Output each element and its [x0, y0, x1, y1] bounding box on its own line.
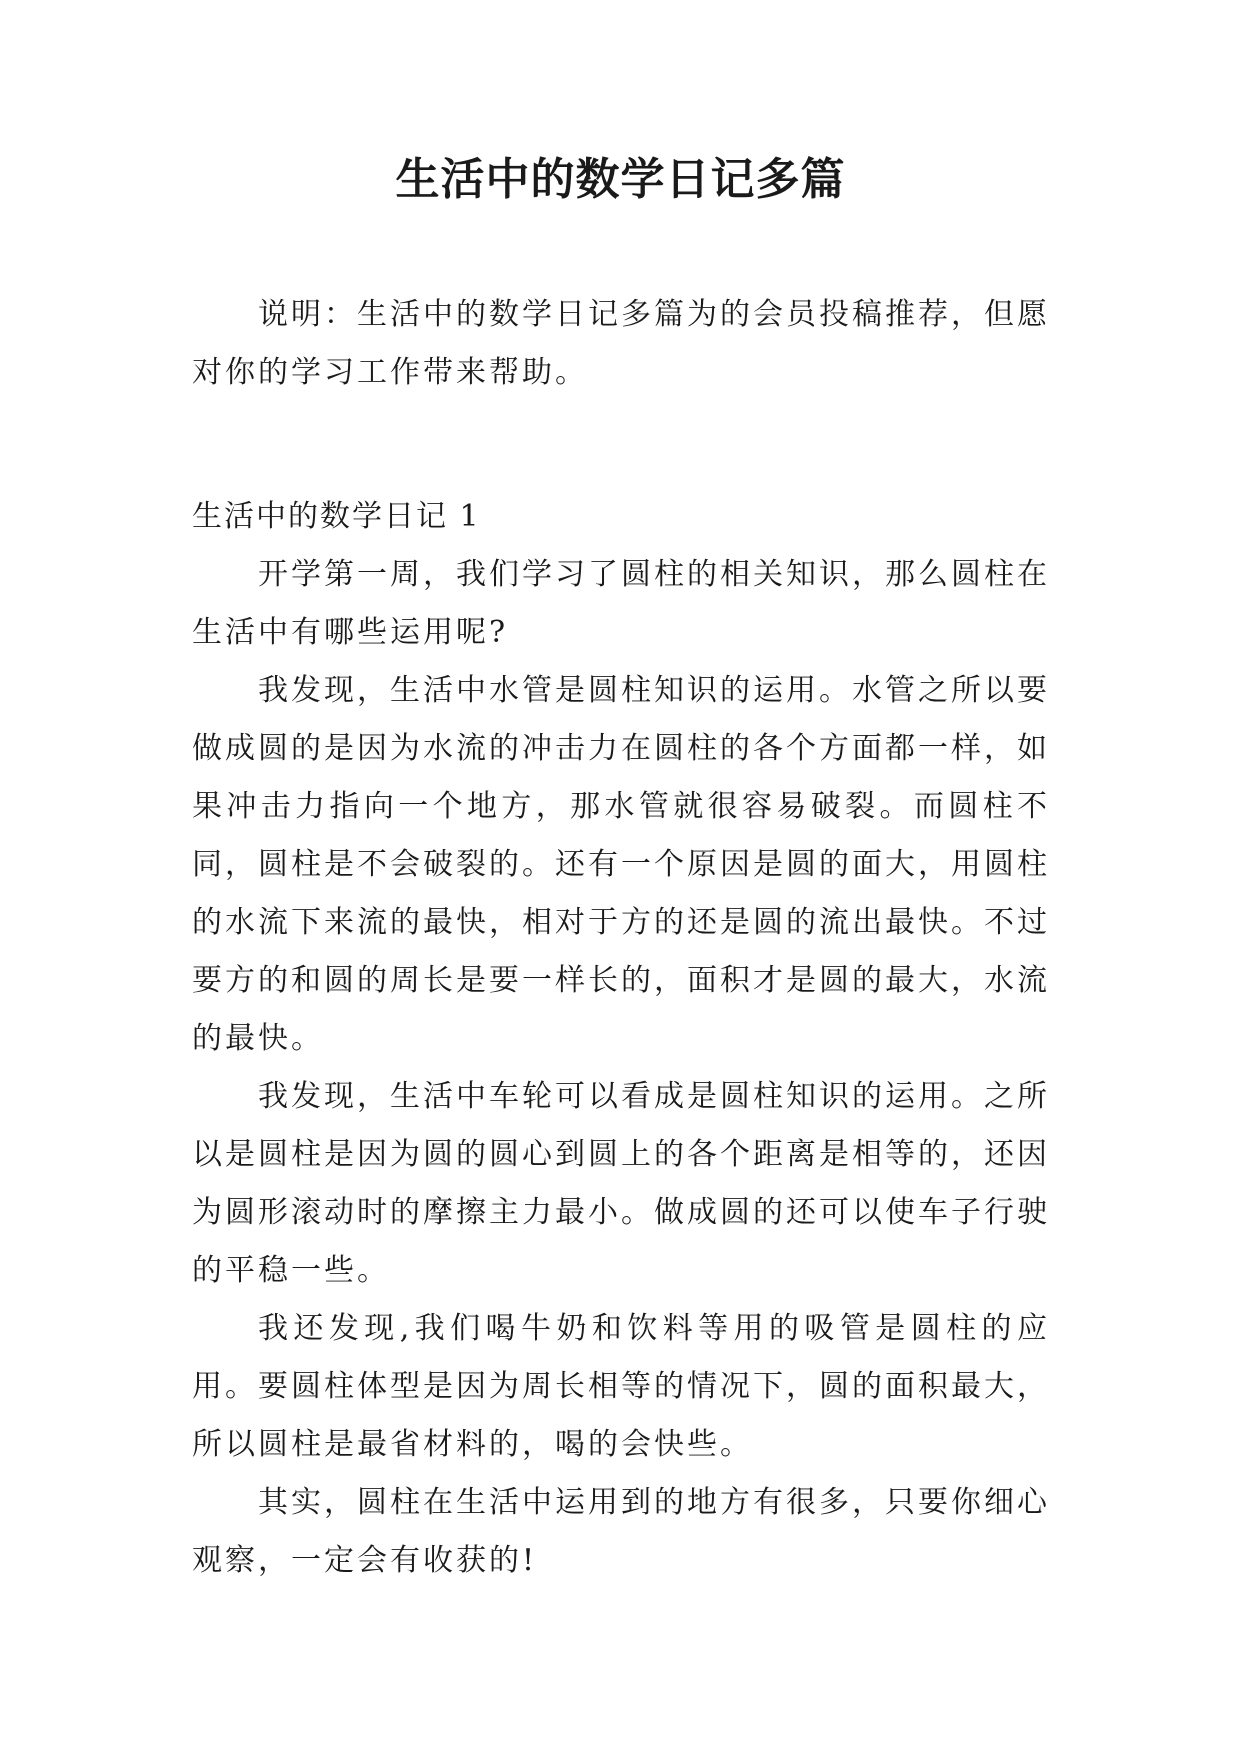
- document-body: [192, 286, 1050, 1590]
- body-paragraph: 我发现，生活中水管是圆柱知识的运用。水管之所以要做成圆的是因为水流的冲击力在圆柱的各个方面都一样，如果冲击力指向一个地方，那水管就很容易破裂。而圆柱不同，圆柱是不会破裂的。还有一个原因是圆的面大，用圆柱的水流下来流的最快，相对于方的还是圆的流出最快。不过要方的和圆的周长是要一样长的，面积才是圆的最大，水流的最快。: [192, 673, 1050, 1056]
- body-paragraph: 我发现，生活中车轮可以看成是圆柱知识的运用。之所以是圆柱是因为圆的圆心到圆上的各个距离是相等的，还因为圆形滚动时的摩擦主力最小。做成圆的还可以使车子行驶的平稳一些。: [192, 1079, 1050, 1288]
- document-title: 生活中的数学日记多篇: [395, 154, 846, 205]
- body-paragraph: 开学第一周，我们学习了圆柱的相关知识，那么圆柱在生活中有哪些运用呢?: [192, 557, 1050, 650]
- body-paragraph: 其实，圆柱在生活中运用到的地方有很多，只要你细心观察，一定会有收获的!: [192, 1485, 1050, 1578]
- section-heading: 生活中的数学日记 1: [192, 499, 481, 534]
- intro-paragraph: 说明：生活中的数学日记多篇为的会员投稿推荐，但愿对你的学习工作带来帮助。: [192, 297, 1050, 390]
- body-paragraph: 我还发现,我们喝牛奶和饮料等用的吸管是圆柱的应用。要圆柱体型是因为周长相等的情况下，圆的面积最大，所以圆柱是最省材料的，喝的会快些。: [192, 1311, 1050, 1462]
